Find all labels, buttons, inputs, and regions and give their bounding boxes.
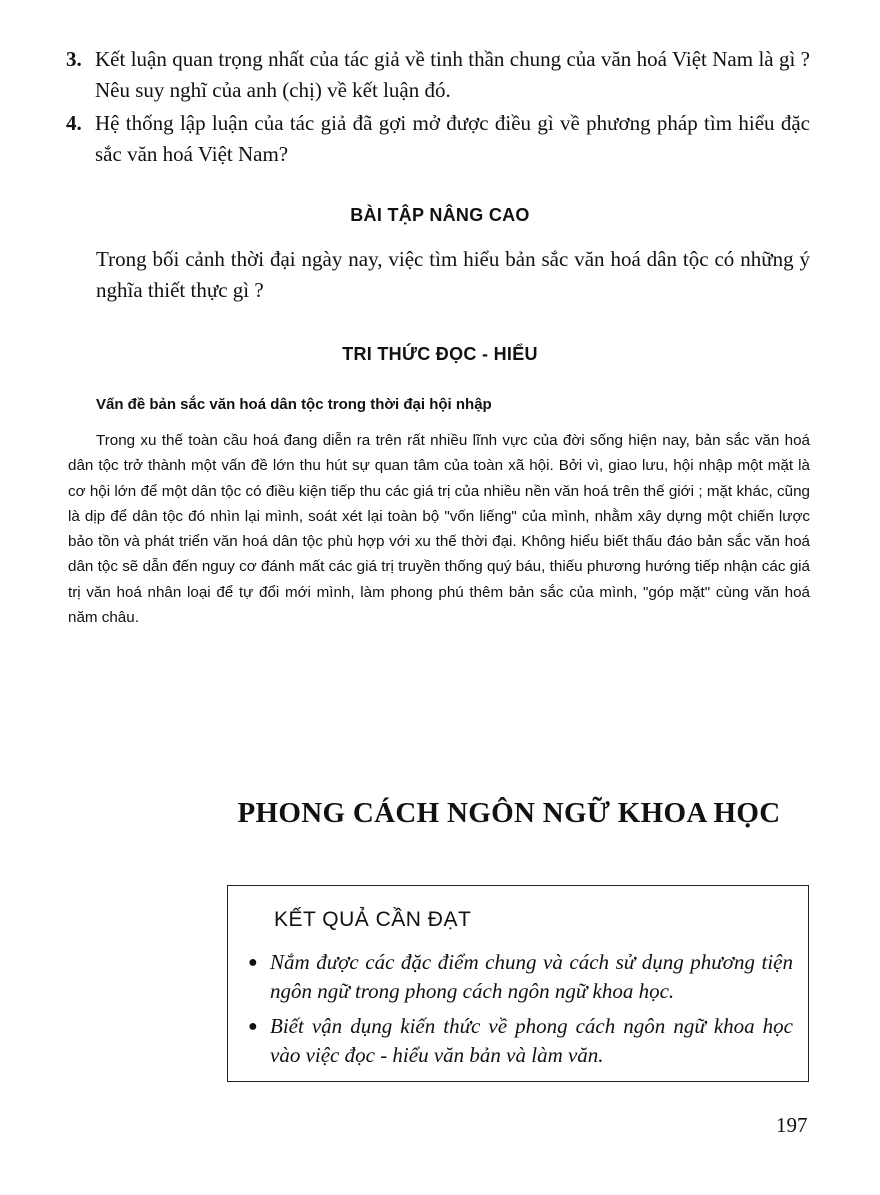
- learning-outcomes-box: [227, 885, 809, 1082]
- reading-knowledge-heading: TRI THỨC ĐỌC - HIỂU: [342, 344, 538, 364]
- outcome-item: [248, 1012, 793, 1070]
- question-3: [66, 44, 810, 106]
- learning-outcomes-title: KẾT QUẢ CẦN ĐẠT: [274, 908, 472, 931]
- reading-knowledge-body: Trong xu thế toàn cầu hoá đang diễn ra trên rất nhiều lĩnh vực của đời sống hiện nay, bản sắc văn hoá dân tộc trở thành một vấn đề lớn thu hút sự quan tâm của toàn xã hội. Bởi vì, giao lưu, hội nhập một mặt là cơ hội lớn để một dân tộc có điều kiện tiếp thu các giá trị của nhiều nền văn hoá trên thế giới ; mặt khác, cũng là dịp để dân tộc đó nhìn lại mình, soát xét lại toàn bộ "vốn liếng" của mình, nhằm xây dựng một chiến lược bảo tồn và phát triển văn hoá dân tộc phù hợp với xu thế thời đại. Không hiểu biết thấu đáo bản sắc văn hoá dân tộc sẽ dẫn đến nguy cơ đánh mất các giá trị truyền thống quý báu, thiếu phương hướng tiếp nhận các giá trị văn hoá nhân loại để tự đổi mới mình, làm phong phú thêm bản sắc của mình, "góp mặt" cùng văn hoá năm châu.: [68, 432, 810, 627]
- advanced-exercise-heading: BÀI TẬP NÂNG CAO: [350, 205, 530, 225]
- bullet-icon: ●: [248, 1018, 258, 1035]
- question-text: Hệ thống lập luận của tác giả đã gợi mở được điều gì về phương pháp tìm hiểu đặc sắc văn hoá Việt Nam?: [95, 111, 810, 166]
- outcome-text: Nắm được các đặc điểm chung và cách sử dụng phương tiện ngôn ngữ trong phong cách ngôn ngữ khoa học.: [270, 950, 793, 1003]
- page-number: 197: [776, 1113, 808, 1137]
- lesson-title: PHONG CÁCH NGÔN NGỮ KHOA HỌC: [237, 797, 781, 829]
- advanced-exercise-text: Trong bối cảnh thời đại ngày nay, việc tìm hiểu bản sắc văn hoá dân tộc có những ý nghĩa thiết thực gì ?: [96, 247, 810, 302]
- outcome-text: Biết vận dụng kiến thức về phong cách ngôn ngữ khoa học vào việc đọc - hiểu văn bản và làm văn.: [270, 1014, 793, 1067]
- question-4: [66, 108, 810, 170]
- reading-knowledge-subheading: Vấn đề bản sắc văn hoá dân tộc trong thời đại hội nhập: [96, 396, 492, 413]
- question-number: 3.: [66, 47, 82, 71]
- question-number: 4.: [66, 111, 82, 135]
- outcome-item: [248, 948, 793, 1006]
- bullet-icon: ●: [248, 954, 258, 971]
- question-text: Kết luận quan trọng nhất của tác giả về tinh thần chung của văn hoá Việt Nam là gì ? Nêu suy nghĩ của anh (chị) về kết luận đó.: [95, 47, 810, 102]
